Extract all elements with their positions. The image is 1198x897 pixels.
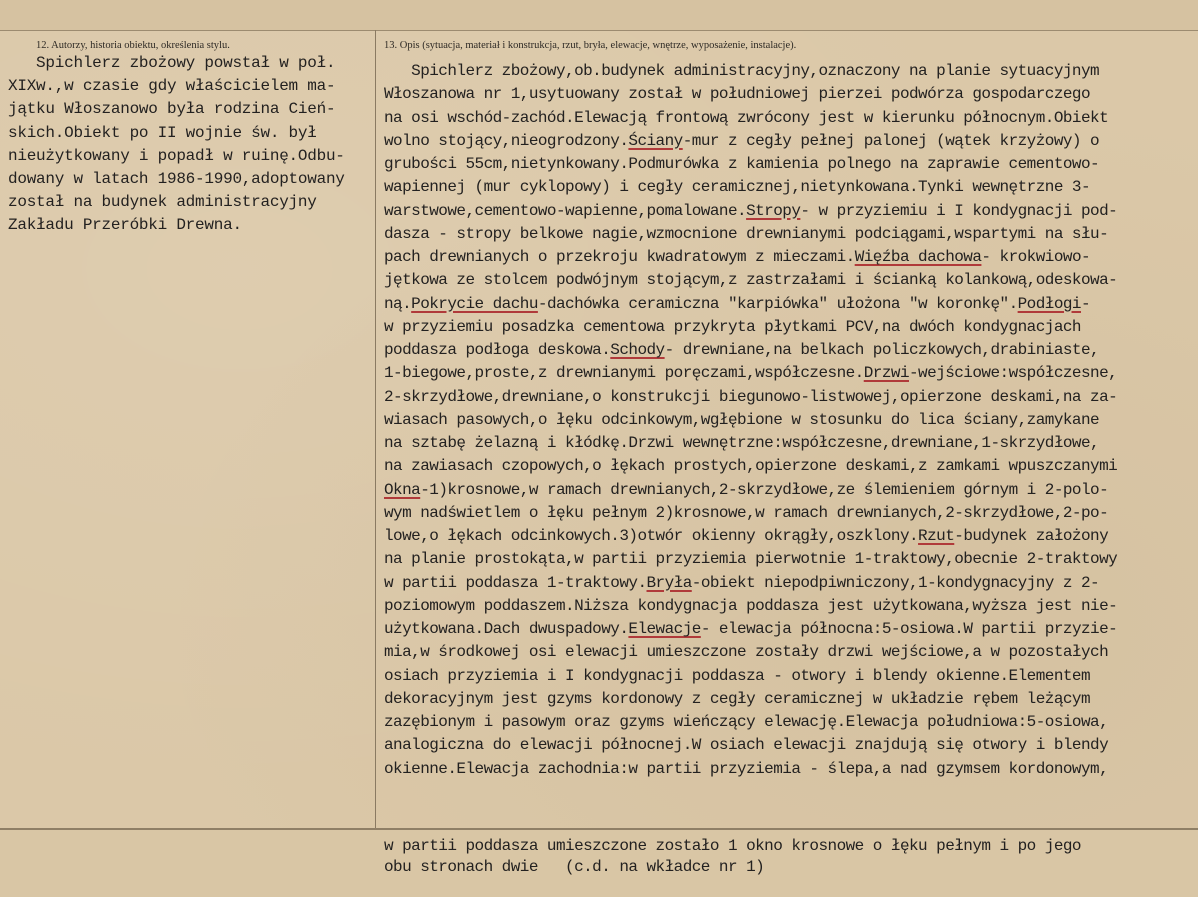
text-segment: lowe,o łękach odcinkowych.3)otwór okienny okrągły,oszklony.: [384, 527, 919, 545]
underlined-term: Rzut: [918, 527, 955, 545]
text-segment: zazębionym i pasowym oraz gzyms wieńczący elewację.Elewacja południowa:5-osiowa,: [384, 713, 1109, 731]
text-segment: - elewacja północna:5-osiowa.W partii przyzie-: [700, 620, 1118, 638]
section-13-line: [384, 572, 1196, 595]
text-segment: -: [1081, 294, 1091, 313]
section-12-line: jątku Włoszanowo była rodzina Cień-: [8, 100, 336, 119]
text-segment: pach drewnianych o przekroju kwadratowym z mieczami.: [384, 248, 855, 266]
section-13-line: [384, 107, 1196, 130]
section-13-line: [384, 455, 1196, 478]
text-segment: na planie prostokąta,w partii przyziemia pierwotnie 1-traktowy,obecnie 2-traktowy: [384, 550, 1118, 569]
section-13-line: [384, 362, 1196, 385]
text-segment: wym nadświetlem o łęku pełnym 2)krosnowe,w ramach drewnianych,2-skrzydłowe,2-po-: [384, 503, 1109, 522]
text-segment: na sztabę żelazną i kłódkę.Drzwi wewnętrzne:współczesne,drewniane,1-skrzydłowe,: [384, 434, 1100, 452]
text-segment: 2-skrzydłowe,drewniane,o konstrukcji biegunowo-listwowej,opierzone deskami,na za-: [384, 387, 1118, 406]
section-13-line: [384, 665, 1196, 688]
section-13-line: [384, 176, 1196, 199]
section-13-line: [384, 130, 1196, 153]
underlined-term: Podłogi: [1017, 294, 1081, 313]
text-segment: na osi wschód-zachód.Elewacją frontową zwrócony jest w kierunku północnym.Obiekt: [384, 108, 1109, 127]
section-13-line: [384, 246, 1196, 269]
section-12-line: nieużytkowany i popadł w ruinę.Odbu-: [8, 146, 345, 165]
text-segment: poddasza podłoga deskowa.: [384, 341, 611, 359]
underlined-term: Pokrycie dachu: [411, 294, 538, 313]
section-13-continuation: [384, 836, 1184, 878]
text-segment: mia,w środkowej osi elewacji umieszczone zostały drzwi wejściowe,a w pozostałych: [384, 643, 1109, 662]
section-13-line: [384, 758, 1196, 781]
section-13-line: [384, 83, 1196, 106]
section-12-line: dowany w latach 1986-1990,adoptowany: [8, 169, 345, 188]
text-segment: okienne.Elewacja zachodnia:w partii przyziemia - ślepa,a nad gzymsem kordonowym,: [384, 759, 1109, 778]
underlined-term: Bryła: [646, 573, 692, 592]
section-12-line: został na budynek administracyjny: [8, 193, 317, 212]
section-12-line: XIXw.,w czasie gdy właścicielem ma-: [8, 77, 336, 96]
section-12-line: skich.Obiekt po II wojnie św. był: [8, 123, 317, 142]
section-13-line: [384, 60, 1196, 83]
underlined-term: Okna: [384, 480, 421, 499]
text-segment: wolno stojący,nieogrodzony.: [384, 131, 629, 150]
text-segment: Spichlerz zbożowy,ob.budynek administracyjny,oznaczony na planie sytuacyjnym: [384, 62, 1100, 80]
section-13-heading: 13. Opis (sytuacja, materiał i konstrukcja, rzut, bryła, elewacje, wnętrze, wyposażenie, instalacje).: [384, 40, 797, 51]
text-segment: - drewniane,na belkach policzkowych,drabiniaste,: [664, 341, 1100, 359]
section-12-heading: 12. Autorzy, historia obiektu, określenia stylu.: [36, 40, 230, 51]
text-segment: na zawiasach czopowych,o łękach prostych,opierzone deskami,z zamkami wpuszczanymi: [384, 457, 1118, 476]
underlined-term: Drzwi: [863, 364, 909, 383]
text-segment: -wejściowe:współczesne,: [909, 364, 1118, 383]
text-segment: 1-biegowe,proste,z drewnianymi poręczami,współczesne.: [384, 364, 864, 383]
section-13-line: [384, 386, 1196, 409]
section-13-line: [384, 269, 1196, 292]
text-segment: warstwowe,cementowo-wapienne,pomalowane.: [384, 201, 747, 220]
text-segment: analogiczna do elewacji północnej.W osiach elewacji znajdują się otwory i blendy: [384, 736, 1109, 755]
text-segment: ną.: [384, 294, 412, 313]
section-13-line: [384, 223, 1196, 246]
text-segment: użytkowana.Dach dwuspadowy.: [384, 620, 629, 638]
text-segment: jętkowa ze stolcem podwójnym stojącym,z zastrzałami i ścianką kolankową,odeskowa-: [384, 271, 1118, 290]
text-segment: w przyziemiu posadzka cementowa przykryta płytkami PCV,na dwóch kondygnacjach: [384, 317, 1081, 336]
section-12-line: Spichlerz zbożowy powstał w poł.: [8, 54, 336, 72]
column-divider: [375, 30, 376, 830]
top-margin: [0, 0, 1198, 30]
section-13-line: [384, 479, 1196, 502]
underlined-term: Ściany: [628, 131, 683, 150]
section-13-body: [384, 60, 1196, 781]
continuation-line: w partii poddasza umieszczone zostało 1 okno krosnowe o łęku pełnym i po jego: [384, 837, 1081, 855]
section-13-line: [384, 153, 1196, 176]
continuation-line: obu stronach dwie (c.d. na wkładce nr 1): [384, 858, 765, 876]
text-segment: poziomowym poddaszem.Niższa kondygnacja poddasza jest użytkowana,wyższa jest nie-: [384, 596, 1118, 615]
section-13-line: [384, 688, 1196, 711]
text-segment: - krokwiowo-: [981, 248, 1091, 266]
text-segment: -mur z cegły pełnej palonej (wątek krzyżowy) o: [682, 131, 1100, 150]
section-13-line: [384, 525, 1196, 548]
section-13-line: [384, 548, 1196, 571]
text-segment: dasza - stropy belkowe nagie,wzmocnione drewnianymi podciągami,wspartymi na słu-: [384, 224, 1109, 243]
section-12-body: [8, 52, 372, 238]
section-13-line: [384, 293, 1196, 316]
text-segment: grubości 55cm,nietynkowany.Podmurówka z kamienia polnego na zaprawie cementowo-: [384, 155, 1100, 173]
section-13-line: [384, 409, 1196, 432]
underlined-term: Więźba dachowa: [854, 248, 982, 266]
text-segment: wapiennej (mur cyklopowy) i cegły ceramicznej,nietynkowana.Tynki wewnętrzne 3-: [384, 178, 1091, 197]
section-13-line: [384, 316, 1196, 339]
underlined-term: Elewacje: [628, 620, 701, 638]
top-rule: [0, 30, 1198, 31]
text-segment: -dachówka ceramiczna "karpiówka" ułożona "w koronkę".: [537, 294, 1018, 313]
section-12-line: Zakładu Przeróbki Drewna.: [8, 216, 242, 235]
section-13-line: [384, 502, 1196, 525]
text-segment: - w przyziemiu i I kondygnacji pod-: [800, 201, 1118, 220]
section-13-line: [384, 339, 1196, 362]
text-segment: wiasach pasowych,o łęku odcinkowym,wgłębione w stosunku do lica ściany,zamykane: [384, 410, 1100, 429]
section-13-line: [384, 734, 1196, 757]
underlined-term: Schody: [610, 341, 665, 359]
text-segment: -budynek założony: [954, 527, 1109, 545]
section-13-line: [384, 432, 1196, 455]
text-segment: -1)krosnowe,w ramach drewnianych,2-skrzydłowe,ze ślemieniem górnym i 2-polo-: [420, 480, 1109, 499]
section-13-line: [384, 711, 1196, 734]
text-segment: Włoszanowa nr 1,usytuowany został w południowej pierzei podwórza gospodarczego: [384, 85, 1091, 104]
underlined-term: Stropy: [746, 201, 801, 220]
text-segment: w partii poddasza 1-traktowy.: [384, 573, 647, 592]
section-13-line: [384, 618, 1196, 641]
section-13-line: [384, 595, 1196, 618]
text-segment: -obiekt niepodpiwniczony,1-kondygnacyjny z 2-: [691, 573, 1100, 592]
text-segment: dekoracyjnym jest gzyms kordonowy z cegły ceramicznej w układzie rębem leżącym: [384, 689, 1091, 708]
text-segment: osiach przyziemia i I kondygnacji poddasza - otwory i blendy okienne.Elementem: [384, 666, 1091, 685]
section-13-line: [384, 200, 1196, 223]
section-13-line: [384, 641, 1196, 664]
